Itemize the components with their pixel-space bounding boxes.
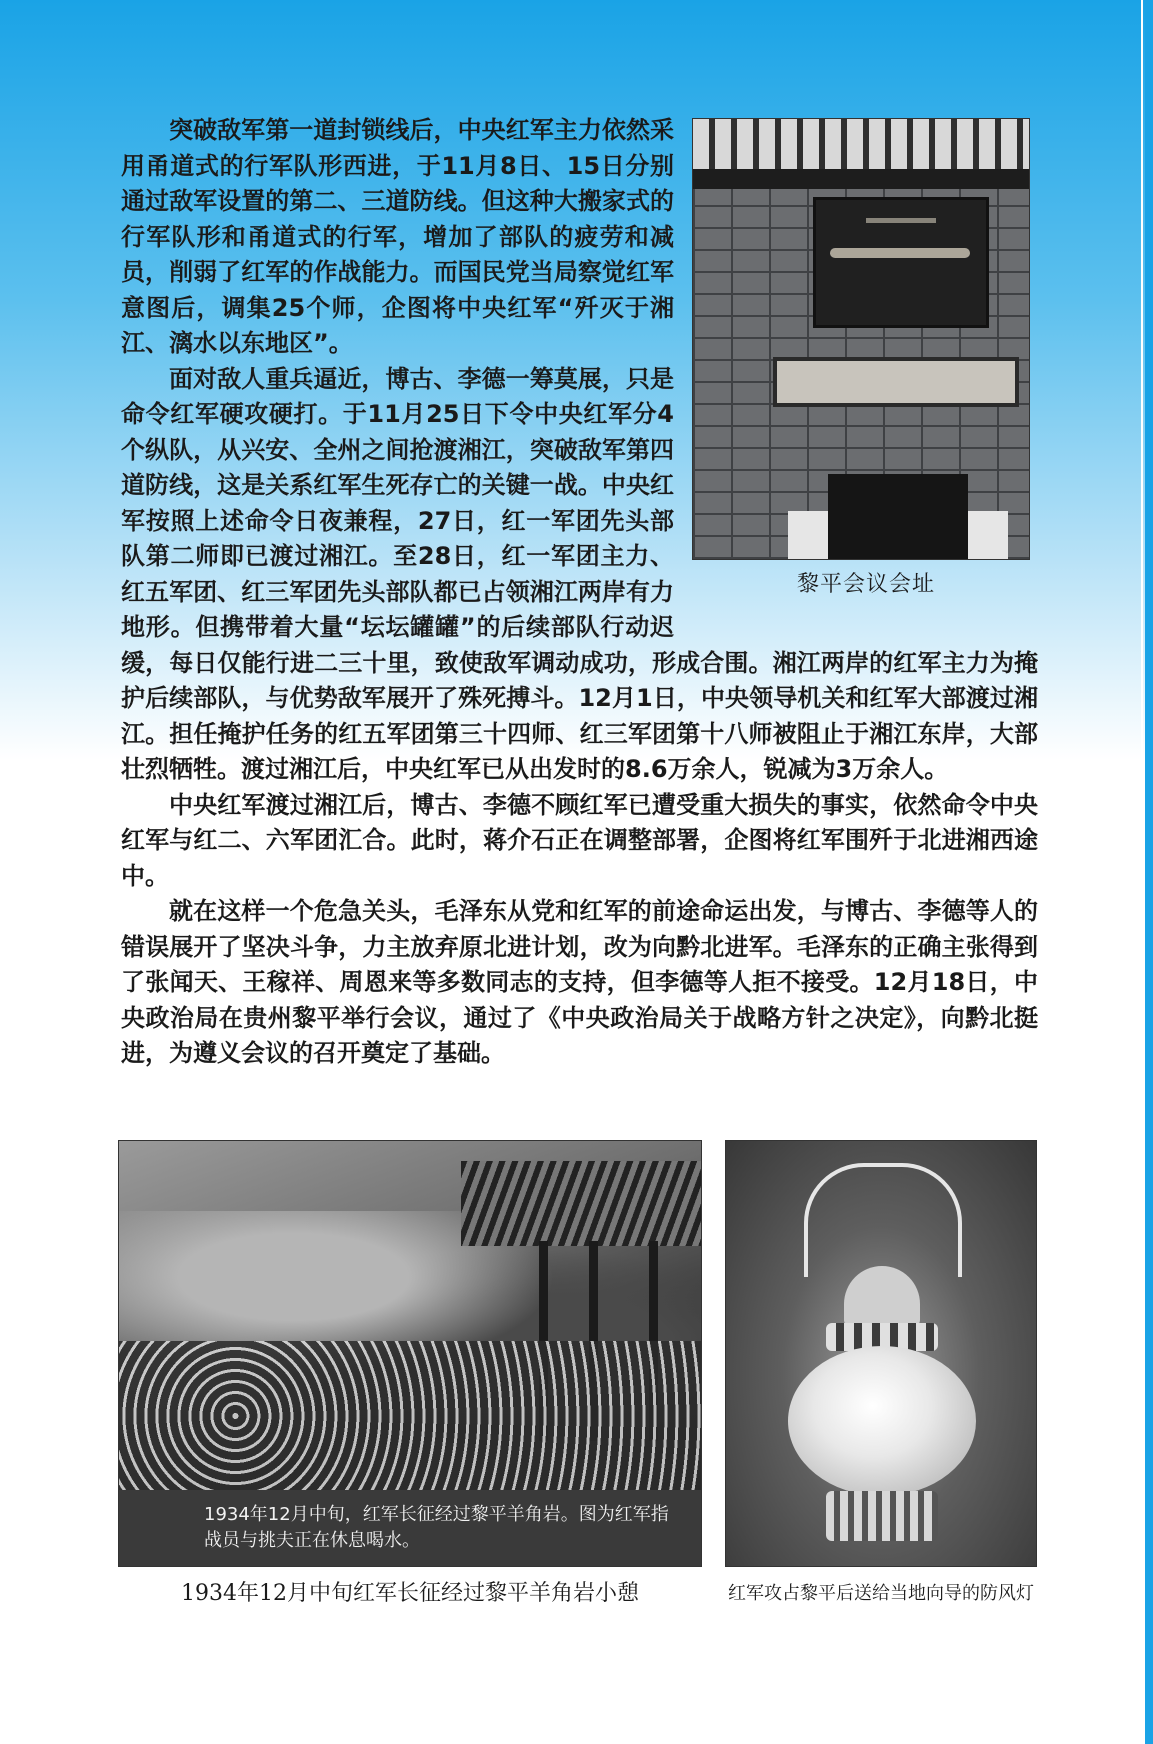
figure-lantern [725,1140,1037,1609]
paragraph-2: 面对敌人重兵逼近，博古、李德一筹莫展，只是命令红军硬攻硬打。于11月25日下令中央红军分4个纵队，从兴安、全州之间抢渡湘江，突破敌军第四道防线，这是关系红军生死存亡的关键一战。中央红军按照上述命令日夜兼程，27日，红一军团先头部队第二师即已渡过湘江。至28日，红一军团主力、红五军团、红三军团先头部队都已占领湘江两岸有力地形。但携带着大量“坛坛罐罐”的后续部队行动迟缓，每日仅能行进二三十里，致使敌军调动成功，形成合围。湘江两岸的红军主力为掩护后续部队，与优势敌军展开了殊死搏斗。12月1日，中央领导机关和红军大部渡过湘江。担任掩护任务的红五军团第三十四师、红三军团第十八师被阻止于湘江东岸，大部壮烈牺牲。渡过湘江后，中央红军已从出发时的8.6万余人，锐减为3万余人。 [121,364,1038,783]
figure-meeting-site [692,118,1040,613]
plaque-inscription [830,248,970,258]
lantern-globe [788,1346,976,1496]
page-edge-stripe [1145,0,1153,1744]
paragraph-1: 突破敌军第一道封锁线后，中央红军主力依然采用甬道式的行军队形西进，于11月8日、15日分别通过敌军设置的第二、三道防线。但这种大搬家式的行军队形和甬道式的行军，增加了部队的疲劳和减员，削弱了红军的作战能力。而国民党当局察觉红军意图后，调集25个师，企图将中央红军“歼灭于湘江、漓水以东地区”。 [121,116,674,357]
rest-stop-caption: 1934年12月中旬红军长征经过黎平羊角岩小憩 [181,1581,639,1606]
paragraph-3: 中央红军渡过湘江后，博古、李德不顾红军已遭受重大损失的事实，依然命令中央红军与红二、六军团汇合。此时，蒋介石正在调整部署，企图将红军围歼于北进湘西途中。 [121,790,1038,890]
name-plaque [813,197,989,328]
paragraph-4: 就在这样一个危急关头，毛泽东从党和红军的前途命运出发，与博古、李德等人的错误展开了坚决斗争，力主放弃原北进计划，改为向黔北进军。毛泽东的正确主张得到了张闻天、王稼祥、周恩来等多数同志的支持，但李德等人拒不接受。12月18日，中央政治局在贵州黎平举行会议，通过了《中央政治局关于战略方针之决定》，向黔北挺进，为遵义会议的召开奠定了基础。 [121,897,1038,1067]
roof-eaves [693,119,1029,189]
soldiers-resting [119,1341,701,1491]
lantern-photo [725,1140,1037,1567]
thatched-roof [461,1161,701,1246]
article-body [121,113,1038,1072]
figure-rest-stop [118,1140,702,1609]
lantern-handle [804,1163,962,1277]
door-pillar-right [968,511,1008,559]
lantern-caption: 红军攻占黎平后送给当地向导的防风灯 [728,1583,1034,1604]
door-pillar-left [788,511,828,559]
rest-stop-inset-caption: 1934年12月中旬，红军长征经过黎平羊角岩。图为红军指战员与挑夫正在休息喝水。 [119,1490,701,1566]
doorway [828,474,968,559]
lantern-base [826,1491,938,1541]
rest-stop-photo [118,1140,702,1567]
carved-frieze [773,357,1019,407]
meeting-site-photo [692,118,1030,560]
meeting-site-caption: 黎平会议会址 [796,572,935,597]
plaque-inscription-small [866,218,936,223]
